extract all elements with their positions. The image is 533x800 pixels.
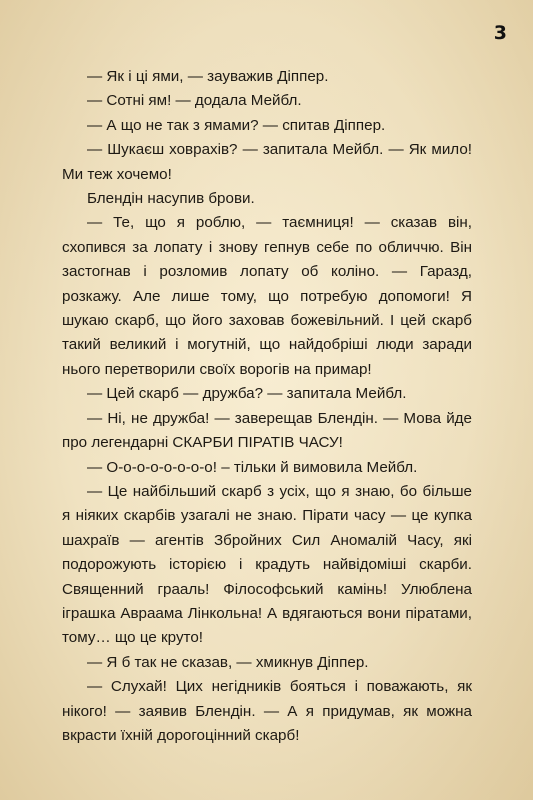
paragraph: — Те, що я роблю, — таємниця! — сказав він, схопився за лопату і знову гепнув себе по обличчю. Він застогнав і розломив лопату об коліно. — Гаразд, розкажу. Але лише тому, що потребую допомоги! Я шукаю скарб, що його заховав божевільний. І цей скарб такий великий і могутній, що найдобріші люди заради нього перетворили своїх ворогів на примар!	[62, 214, 472, 378]
page-number: 3	[493, 22, 507, 44]
paragraph: — Цей скарб — дружба? — запитала Мейбл.	[87, 385, 407, 403]
paragraph: — Як і ці ями, — зауважив Діппер.	[87, 68, 329, 85]
paragraph: — Слухай! Цих негідників бояться і поважають, як нікого! — заявив Блендін. — А я придумав, як можна вкрасти їхній дорогоцінний скарб!	[62, 678, 472, 744]
paragraph: — Я б так не сказав, — хмикнув Діппер.	[87, 653, 369, 671]
paragraph: — Шукаєш ховрахів? — запитала Мейбл. — Як мило! Ми теж хочемо!	[62, 141, 472, 183]
paragraph: — А що не так з ямами? — спитав Діппер.	[87, 116, 386, 134]
text-block	[62, 65, 472, 748]
paragraph: — Сотні ям! — додала Мейбл.	[87, 92, 302, 110]
paragraph: — Ні, не дружба! — заверещав Блендін. — Мова йде про легендарні СКАРБИ ПІРАТІВ ЧАСУ!	[62, 409, 472, 452]
paragraph: — О-о-о-о-о-о-о-о! – тільки й вимовила Мейбл.	[87, 458, 418, 476]
paragraph: — Це найбільший скарб з усіх, що я знаю, бо більше я ніяких скарбів узагалі не знаю. Пірати часу — це купка шахраїв — агентів Збройних Сил Аномалій Часу, які подорожують історією і крадуть найвідоміші скарби. Священний грааль! Філософський камінь! Улюблена іграшка Авраама Лінкольна! А вдягаються вони піратами, тому… що це круто!	[62, 482, 472, 647]
paragraph: Блендін насупив брови.	[87, 190, 255, 208]
